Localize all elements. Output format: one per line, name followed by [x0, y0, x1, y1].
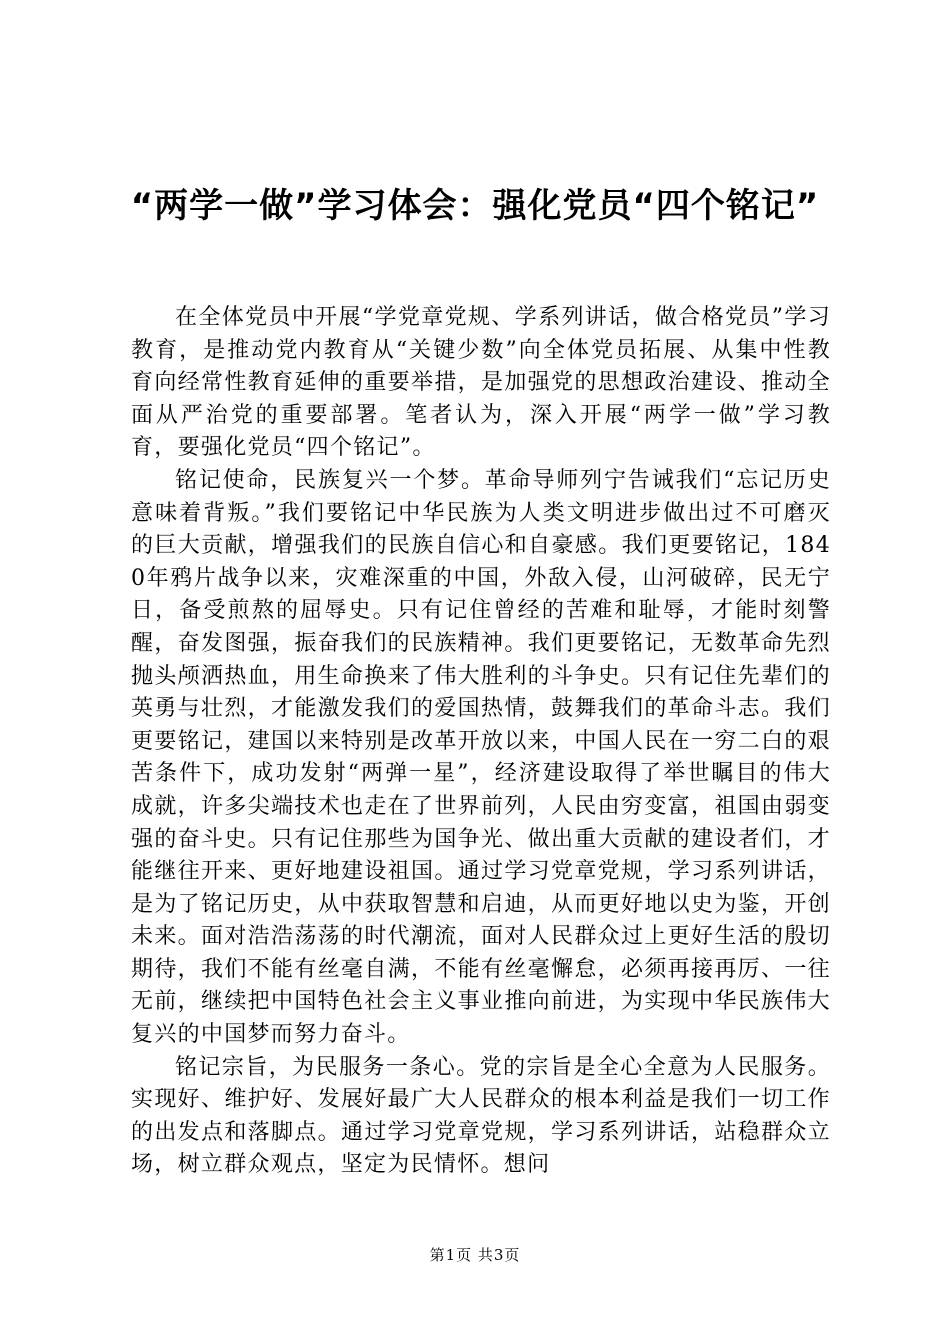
paragraph-intro: 在全体党员中开展“学党章党规、学系列讲话，做合格党员”学习教育，是推动党内教育从“关键少数”向全体党员拓展、从集中性教育向经常性教育延伸的重要举措，是加强党的思想政治建设、推动全面从严治党的重要部署。笔者认为，深入开展“两学一做”学习教育，要强化党员“四个铭记”。 — [131, 305, 831, 461]
document-body — [131, 302, 831, 1182]
document-title: “两学一做”学习体会：强化党员“四个铭记” — [130, 186, 820, 226]
paragraph-purpose: 铭记宗旨，为民服务一条心。党的宗旨是全心全意为人民服务。实现好、维护好、发展好最广大人民群众的根本利益是我们一切工作的出发点和落脚点。通过学习党章党规，学习系列讲话，站稳群众立场，树立群众观点，坚定为民情怀。想问 — [131, 1054, 831, 1178]
page-number-footer: 第1页 共3页 — [429, 1246, 521, 1264]
paragraph-mission: 铭记使命，民族复兴一个梦。革命导师列宁告诫我们“忘记历史意味着背叛。”我们要铭记中华民族为人类文明进步做出过不可磨灭的巨大贡献，增强我们的民族自信心和自豪感。我们更要铭记，1840年鸦片战争以来，灾难深重的中国，外敌入侵，山河破碎，民无宁日，备受煎熬的屈辱史。只有记住曾经的苦难和耻辱，才能时刻警醒，奋发图强，振奋我们的民族精神。我们更要铭记，无数革命先烈抛头颅洒热血，用生命换来了伟大胜利的斗争史。只有记住先辈们的英勇与壮烈，才能激发我们的爱国热情，鼓舞我们的革命斗志。我们更要铭记，建国以来特别是改革开放以来，中国人民在一穷二白的艰苦条件下，成功发射“两弹一星”，经济建设取得了举世瞩目的伟大成就，许多尖端技术也走在了世界前列，人民由穷变富，祖国由弱变强的奋斗史。只有记住那些为国争光、做出重大贡献的建设者们，才能继往开来、更好地建设祖国。通过学习党章党规，学习系列讲话，是为了铭记历史，从中获取智慧和启迪，从而更好地以史为鉴，开创未来。面对浩浩荡荡的时代潮流，面对人民群众过上更好生活的殷切期待，我们不能有丝毫自满，不能有丝毫懈怠，必须再接再厉、一往无前，继续把中国特色社会主义事业推向前进，为实现中华民族伟大复兴的中国梦而努力奋斗。 — [131, 467, 831, 1048]
